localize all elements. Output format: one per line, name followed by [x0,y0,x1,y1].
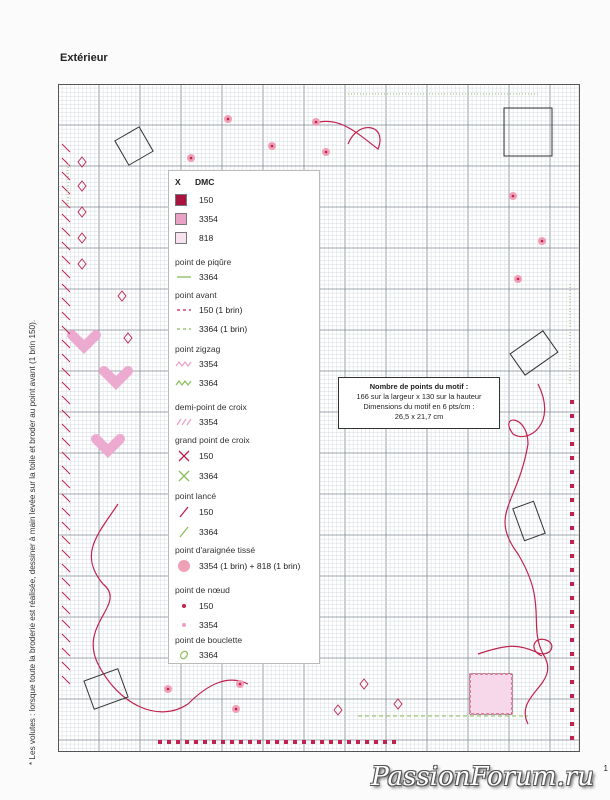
border-dot [329,740,333,744]
cat-title: point avant [175,290,217,300]
item-label: 3364 [199,471,218,481]
border-dot [570,680,574,684]
border-dot [356,740,360,744]
item-label: 3364 [199,272,218,282]
legend-item [175,469,218,483]
border-dot [570,456,574,460]
legend-col-dmc: DMC [195,177,215,187]
border-dot [570,526,574,530]
item-label: 3354 [199,620,218,630]
border-dot [570,666,574,670]
border-dot [221,740,225,744]
item-label: 3364 [199,378,218,388]
item-label: 3354 [199,417,218,427]
cat-title: grand point de croix [175,435,250,445]
pink-square [470,674,512,714]
flower-center [235,708,238,711]
item-label: 3364 (1 brin) [199,324,248,334]
flower-center [239,683,242,686]
cat-title: point de nœud [175,585,230,595]
info-line-2: Dimensions du motif en 6 pts/cm : [363,402,475,411]
border-dot [374,740,378,744]
border-dot [570,736,574,740]
border-dot [570,554,574,558]
border-dot [570,722,574,726]
border-dot [338,740,342,744]
legend-item [175,357,218,371]
border-dot [158,740,162,744]
swatch-row-818 [175,231,213,245]
border-dot [570,484,574,488]
border-dot [570,442,574,446]
stitch-count-box [338,377,500,429]
slash-green-icon [175,526,193,538]
border-dot [311,740,315,744]
flower-center [512,195,515,198]
flower-center [517,278,520,281]
border-dot [570,568,574,572]
legend-col-x: X [175,177,181,187]
cat-title: point de piqûre [175,257,232,267]
legend-item [175,322,247,336]
border-dot [570,708,574,712]
border-dot [570,498,574,502]
border-dot [203,740,207,744]
legend-item [175,449,213,463]
border-dot [392,740,396,744]
border-dot [570,596,574,600]
page-heading: Extérieur [60,52,108,64]
border-dot [266,740,270,744]
border-dot [239,740,243,744]
item-label: 3364 [199,527,218,537]
border-dot [185,740,189,744]
legend-item [175,376,218,390]
border-dot [293,740,297,744]
loop-green-icon [175,650,193,660]
legend-item [175,648,218,662]
dash-red-icon [175,305,193,315]
border-dot [212,740,216,744]
item-label: 150 [199,451,214,461]
legend-item [175,599,213,613]
flower-center [167,688,170,691]
flower-center [325,151,328,154]
info-line-3: 26,5 x 21,7 cm [394,412,444,421]
border-dot [570,582,574,586]
flower-center [190,157,193,160]
swatch-code: 150 [199,195,214,205]
flower-center [227,118,230,121]
border-dot [570,428,574,432]
flower-center [315,121,318,124]
swatch-icon [175,194,187,206]
info-title: Nombre de points du motif : [369,382,469,391]
border-dot [194,740,198,744]
border-dot [167,740,171,744]
item-label: 3354 [199,359,218,369]
border-dot [302,740,306,744]
border-dot [230,740,234,744]
cat-title: point lancé [175,491,217,501]
item-label: 150 [199,507,214,517]
watermark: PassionForum.ru [371,762,594,792]
border-dot [383,740,387,744]
side-note: * Les volutes : lorsque toute la broderie est réalisée, dessiner à main levée sur la toile et broder au point avant (1 brin 150). [28,319,37,765]
item-label: 150 [199,601,214,611]
border-dot [284,740,288,744]
flower-center [541,240,544,243]
legend-item [175,618,218,632]
border-dot [570,624,574,628]
cross-red-icon [175,450,193,462]
item-label: 3364 [199,650,218,660]
item-label: 3354 (1 brin) + 818 (1 brin) [199,561,301,571]
legend-item [175,270,218,284]
border-dot [275,740,279,744]
swatch-icon [175,232,187,244]
page-mark: 1 [603,764,608,773]
border-dot [248,740,252,744]
border-dot [570,400,574,404]
slash-red-icon [175,506,193,518]
swatch-code: 818 [199,233,214,243]
border-dot [570,540,574,544]
border-dot [570,694,574,698]
border-dot [320,740,324,744]
border-dot [365,740,369,744]
cat-title: point zigzag [175,344,221,354]
border-dot [570,638,574,642]
legend-panel [168,170,320,664]
spider-web-icon [175,559,193,573]
flower-center [271,145,274,148]
border-dot [257,740,261,744]
cat-title: point de bouclette [175,635,243,645]
zigzag-pink-icon [175,359,193,369]
legend-item [175,303,242,317]
zigzag-green-icon [175,378,193,388]
legend-item [175,415,218,429]
legend-item [175,525,218,539]
border-dot [570,414,574,418]
border-dot [570,652,574,656]
swatch-row-150 [175,193,213,207]
legend-item [175,505,213,519]
dash-green-icon [175,324,193,334]
cross-green-icon [175,470,193,482]
cat-title: point d'araignée tissé [175,545,256,555]
border-dot [347,740,351,744]
border-dot [570,470,574,474]
swatch-row-3354 [175,212,218,226]
info-line-1: 166 sur la largeur x 130 sur la hauteur [356,392,482,401]
half-cross-pink-icon [175,417,193,427]
border-dot [570,610,574,614]
backstitch-line-icon [175,272,193,282]
legend-item [175,559,300,573]
swatch-icon [175,213,187,225]
item-label: 150 (1 brin) [199,305,243,315]
knot-red-icon [175,601,193,611]
swatch-code: 3354 [199,214,218,224]
knot-pink-icon [175,620,193,630]
cat-title: demi-point de croix [175,402,247,412]
border-dot [570,512,574,516]
border-dot [176,740,180,744]
